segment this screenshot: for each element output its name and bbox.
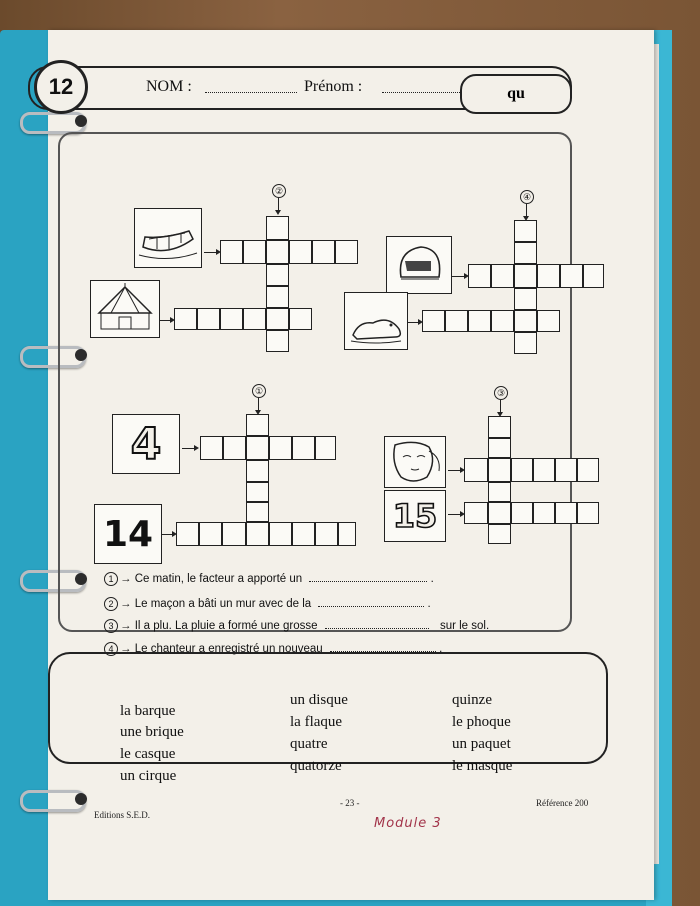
answer-blank[interactable] bbox=[325, 628, 429, 629]
sentence-end: . bbox=[427, 598, 431, 610]
sentence-text: Il a plu. La pluie a formé une grosse bbox=[134, 620, 318, 632]
vertical-clue-number: ④ bbox=[520, 190, 534, 204]
seal-picture bbox=[344, 292, 408, 350]
grid-cell[interactable] bbox=[514, 310, 537, 332]
grid-cell[interactable] bbox=[422, 310, 445, 332]
sentence-number: 2 bbox=[104, 597, 118, 611]
grid-cell[interactable] bbox=[266, 308, 289, 330]
grid-cell[interactable] bbox=[514, 332, 537, 354]
word-item: un cirque bbox=[120, 768, 177, 784]
grid-cell[interactable] bbox=[269, 522, 292, 546]
word-item: quatorze bbox=[290, 758, 342, 774]
arrow-right-icon bbox=[448, 514, 462, 515]
grid-cell[interactable] bbox=[583, 264, 604, 288]
grid-cell[interactable] bbox=[315, 436, 336, 460]
grid-cell[interactable] bbox=[315, 522, 338, 546]
grid-cell[interactable] bbox=[246, 460, 269, 482]
sentence-text: Le chanteur a enregistré un nouveau bbox=[134, 643, 323, 655]
grid-cell[interactable] bbox=[514, 242, 537, 264]
vertical-clue-number: ③ bbox=[494, 386, 508, 400]
answer-blank[interactable] bbox=[309, 581, 427, 582]
word-item: une brique bbox=[120, 724, 184, 740]
grid-cell[interactable] bbox=[335, 240, 358, 264]
grid-cell[interactable] bbox=[243, 240, 266, 264]
grid-cell[interactable] bbox=[560, 264, 583, 288]
arrow-down-icon bbox=[258, 398, 259, 412]
arrow-right-icon bbox=[452, 276, 466, 277]
boat-picture bbox=[134, 208, 202, 268]
grid-cell[interactable] bbox=[514, 264, 537, 288]
grid-cell[interactable] bbox=[292, 522, 315, 546]
grid-cell[interactable] bbox=[533, 502, 555, 524]
grid-cell[interactable] bbox=[266, 216, 289, 240]
page-number: - 23 - bbox=[340, 798, 360, 808]
arrow-down-icon bbox=[526, 204, 527, 218]
arrow-right-icon bbox=[448, 470, 462, 471]
answer-blank[interactable] bbox=[318, 606, 424, 607]
grid-cell[interactable] bbox=[488, 502, 511, 524]
grid-cell[interactable] bbox=[491, 264, 514, 288]
grid-cell[interactable] bbox=[266, 286, 289, 308]
grid-cell[interactable] bbox=[468, 310, 491, 332]
grid-cell[interactable] bbox=[555, 458, 577, 482]
arrow-right-icon bbox=[204, 252, 218, 253]
arrow-down-icon bbox=[500, 400, 501, 414]
grid-cell[interactable] bbox=[468, 264, 491, 288]
grid-cell[interactable] bbox=[464, 502, 488, 524]
grid-cell[interactable] bbox=[537, 264, 560, 288]
helmet-picture bbox=[386, 236, 452, 294]
word-item: un paquet bbox=[452, 736, 511, 752]
word-item: la flaque bbox=[290, 714, 343, 730]
grid-cell[interactable] bbox=[289, 240, 312, 264]
sentence-end: . bbox=[430, 573, 434, 585]
handwritten-note: Module 3 bbox=[374, 816, 442, 831]
grid-cell[interactable] bbox=[514, 220, 537, 242]
word-item: le casque bbox=[120, 746, 176, 762]
sentence-3: 3 → Il a plu. La pluie a formé une grosse sur le sol. bbox=[104, 619, 489, 633]
grid-cell[interactable] bbox=[269, 436, 292, 460]
arrow-right-icon bbox=[182, 448, 196, 449]
grid-cell[interactable] bbox=[488, 524, 511, 544]
grid-cell[interactable] bbox=[266, 330, 289, 352]
grid-cell[interactable] bbox=[312, 240, 335, 264]
grid-cell[interactable] bbox=[246, 414, 269, 436]
grid-cell[interactable] bbox=[292, 436, 315, 460]
number-four-picture: 4 bbox=[112, 414, 180, 474]
arrow-right-icon bbox=[160, 320, 172, 321]
grid-cell[interactable] bbox=[266, 240, 289, 264]
sentence-2: 2 → Le maçon a bâti un mur avec de la . bbox=[104, 597, 431, 611]
sentence-text: Ce matin, le facteur a apporté un bbox=[134, 573, 303, 585]
grid-cell[interactable] bbox=[246, 436, 269, 460]
grid-cell[interactable] bbox=[174, 308, 197, 330]
sound-badge: qu bbox=[460, 74, 572, 114]
word-item: quatre bbox=[290, 736, 328, 752]
binder-ring bbox=[20, 112, 86, 134]
prenom-field[interactable] bbox=[382, 92, 466, 93]
word-item: la barque bbox=[120, 703, 176, 719]
grid-cell[interactable] bbox=[488, 458, 511, 482]
vertical-clue-number: ① bbox=[252, 384, 266, 398]
grid-cell[interactable] bbox=[464, 458, 488, 482]
publisher: Editions S.E.D. bbox=[94, 810, 151, 820]
sentence-number: 3 bbox=[104, 619, 118, 633]
grid-cell[interactable] bbox=[577, 458, 599, 482]
nom-field[interactable] bbox=[205, 92, 297, 93]
grid-cell[interactable] bbox=[246, 482, 269, 502]
grid-cell[interactable] bbox=[200, 436, 223, 460]
number-fourteen-picture: 14 bbox=[94, 504, 162, 564]
grid-cell[interactable] bbox=[488, 482, 511, 502]
grid-cell[interactable] bbox=[488, 416, 511, 438]
grid-cell[interactable] bbox=[488, 438, 511, 458]
word-item: quinze bbox=[452, 692, 492, 708]
sentence-text: Le maçon a bâti un mur avec de la bbox=[134, 598, 312, 610]
grid-cell[interactable] bbox=[199, 522, 222, 546]
grid-cell[interactable] bbox=[289, 308, 312, 330]
sentence-number: 4 bbox=[104, 642, 118, 656]
word-item: le masque bbox=[452, 758, 513, 774]
grid-cell[interactable] bbox=[243, 308, 266, 330]
grid-cell[interactable] bbox=[445, 310, 468, 332]
grid-cell[interactable] bbox=[533, 458, 555, 482]
grid-cell[interactable] bbox=[223, 436, 246, 460]
grid-cell[interactable] bbox=[220, 308, 243, 330]
grid-cell[interactable] bbox=[537, 310, 560, 332]
arrow-right-icon bbox=[162, 534, 174, 535]
circus-tent-picture bbox=[90, 280, 160, 338]
nom-label: NOM : bbox=[146, 78, 192, 95]
sentence-number: 1 bbox=[104, 572, 118, 586]
sentence-1: 1 → Ce matin, le facteur a apporté un . bbox=[104, 572, 434, 586]
binder-ring bbox=[20, 790, 86, 812]
grid-cell[interactable] bbox=[197, 308, 220, 330]
mask-picture bbox=[384, 436, 446, 488]
number-fifteen-picture: 15 bbox=[384, 490, 446, 542]
arrow-down-icon bbox=[278, 198, 279, 212]
vertical-clue-number: ② bbox=[272, 184, 286, 198]
word-item: le phoque bbox=[452, 714, 511, 730]
reference: Référence 200 bbox=[536, 798, 589, 808]
grid-cell[interactable] bbox=[577, 502, 599, 524]
grid-cell[interactable] bbox=[246, 522, 269, 546]
arrow-right-icon bbox=[408, 322, 420, 323]
grid-cell[interactable] bbox=[220, 240, 243, 264]
word-item: un disque bbox=[290, 692, 348, 708]
grid-cell[interactable] bbox=[514, 288, 537, 310]
grid-cell[interactable] bbox=[222, 522, 246, 546]
grid-cell[interactable] bbox=[266, 264, 289, 286]
sentence-4: 4 → Le chanteur a enregistré un nouveau . bbox=[104, 642, 442, 656]
prenom-label: Prénom : bbox=[304, 78, 363, 95]
grid-cell[interactable] bbox=[511, 502, 533, 524]
grid-cell[interactable] bbox=[511, 458, 533, 482]
grid-cell[interactable] bbox=[555, 502, 577, 524]
grid-cell[interactable] bbox=[491, 310, 514, 332]
grid-cell[interactable] bbox=[338, 522, 356, 546]
worksheet-number: 12 bbox=[34, 60, 88, 114]
sentence-end: . bbox=[439, 643, 443, 655]
sentence-end: sur le sol. bbox=[439, 620, 490, 632]
grid-cell[interactable] bbox=[176, 522, 199, 546]
grid-cell[interactable] bbox=[246, 502, 269, 522]
